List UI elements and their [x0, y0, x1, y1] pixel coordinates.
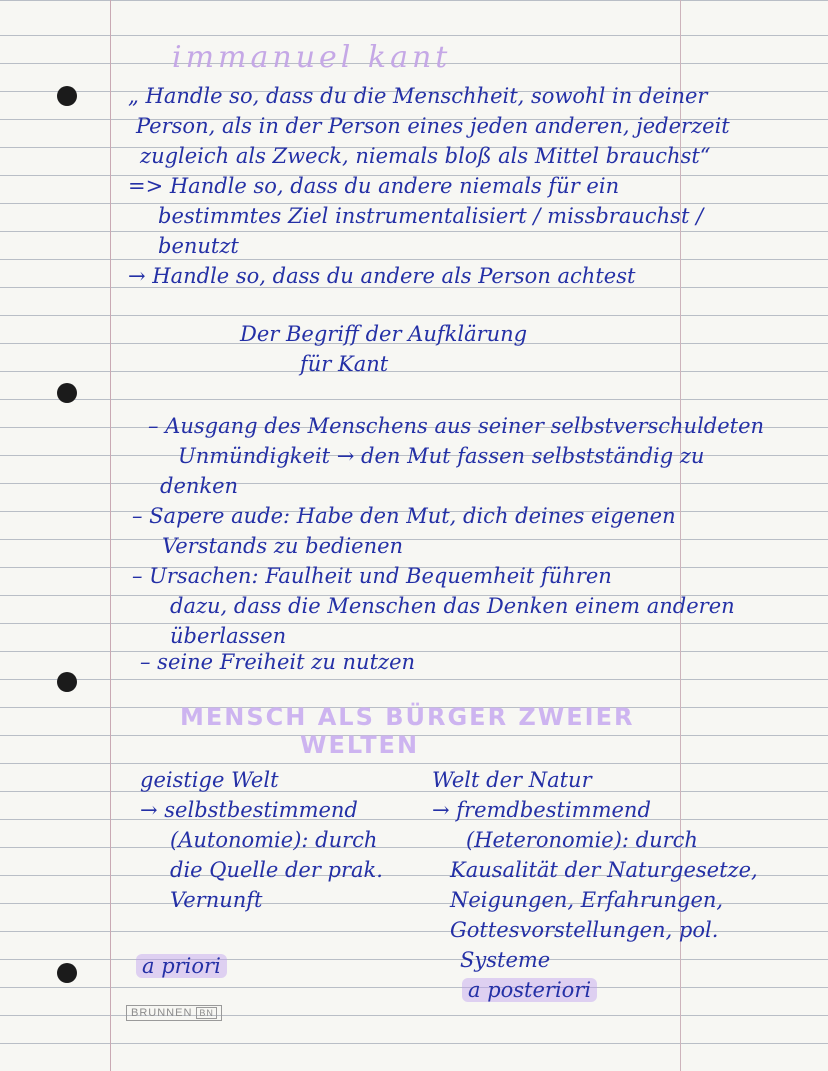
right-col-line: Kausalität der Naturgesetze,	[450, 858, 758, 882]
brand-logo	[126, 1005, 222, 1021]
bullet-line: Verstands zu bedienen	[162, 534, 404, 558]
left-col-foot	[136, 952, 227, 980]
bullet-line: denken	[160, 474, 239, 498]
left-margin-line	[110, 0, 111, 1071]
bullet-line: – Ausgang des Menschens aus seiner selbstverschuldeten	[148, 414, 765, 438]
right-col-line: Neigungen, Erfahrungen,	[450, 888, 724, 912]
quote-line: „ Handle so, dass du die Menschheit, sowohl in deiner	[128, 84, 708, 108]
section-title: MENSCH ALS BÜRGER ZWEIER	[180, 703, 635, 731]
bullet-line: dazu, dass die Menschen das Denken einem anderen	[170, 594, 735, 618]
section-title: WELTEN	[300, 731, 420, 759]
brand-name: BRUNNEN	[131, 1007, 193, 1019]
arrow-line: → Handle so, dass du andere als Person achtest	[128, 264, 636, 288]
a-posteriori-label: a posteriori	[462, 978, 597, 1002]
bullet-line: – Sapere aude: Habe den Mut, dich deines eigenen	[132, 504, 676, 528]
brand-mark: BN	[196, 1007, 217, 1019]
bullet-line: – seine Freiheit zu nutzen	[140, 650, 416, 674]
left-col-line: die Quelle der prak.	[170, 858, 383, 882]
arrow-line: => Handle so, dass du andere niemals für ein	[128, 174, 620, 198]
quote-line: Person, als in der Person eines jeden anderen, jederzeit	[136, 114, 730, 138]
right-col-foot	[462, 976, 597, 1004]
right-col-line: Systeme	[460, 948, 551, 972]
left-col-line: geistige Welt	[140, 768, 279, 792]
right-col-line: Welt der Natur	[432, 768, 592, 792]
punch-hole	[57, 963, 77, 983]
section-title: für Kant	[300, 352, 389, 376]
punch-hole	[57, 86, 77, 106]
left-col-line: → selbstbestimmend	[140, 798, 358, 822]
arrow-line: bestimmtes Ziel instrumentalisiert / missbrauchst /	[158, 204, 704, 228]
arrow-line: benutzt	[158, 234, 239, 258]
bullet-line: Unmündigkeit → den Mut fassen selbstständig zu	[178, 444, 705, 468]
right-col-line: (Heteronomie): durch	[466, 828, 698, 852]
right-col-line: → fremdbestimmend	[432, 798, 651, 822]
left-col-line: (Autonomie): durch	[170, 828, 378, 852]
page-title: immanuel kant	[172, 40, 452, 75]
bullet-line: überlassen	[170, 624, 287, 648]
a-priori-label: a priori	[136, 954, 227, 978]
punch-hole	[57, 383, 77, 403]
quote-line: zugleich als Zweck, niemals bloß als Mittel brauchst“	[140, 144, 711, 168]
left-col-line: Vernunft	[170, 888, 263, 912]
punch-hole	[57, 672, 77, 692]
section-title: Der Begriff der Aufklärung	[240, 322, 528, 346]
bullet-line: – Ursachen: Faulheit und Bequemheit führen	[132, 564, 612, 588]
right-col-line: Gottesvorstellungen, pol.	[450, 918, 719, 942]
